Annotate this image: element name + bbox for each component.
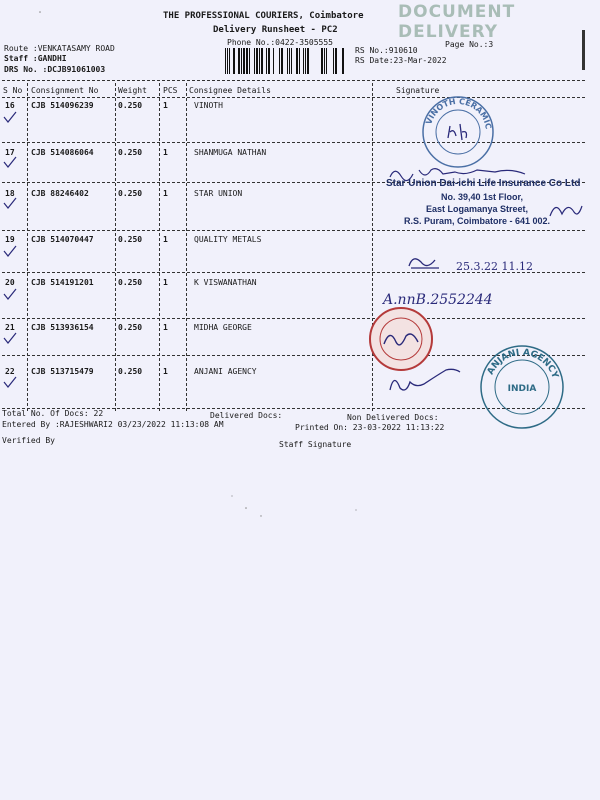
row-sno: 16 <box>5 101 15 110</box>
row-weight: 0.250 <box>118 278 143 287</box>
row-sno: 19 <box>5 235 15 244</box>
total-docs: Total No. Of Docs: 22 <box>2 409 104 418</box>
row-consignment: CJB 88246402 <box>31 189 89 198</box>
route: Route :VENKATASAMY ROAD <box>4 44 115 53</box>
signature-row20-text: A.nnB.2552244 <box>383 292 493 308</box>
star-union-line2: No. 39,40 1st Floor, <box>441 192 524 202</box>
row-consignment: CJB 513936154 <box>31 323 94 332</box>
runsheet-title: Delivery Runsheet - PC2 <box>213 25 338 35</box>
verified-by: Verified By <box>2 436 55 445</box>
entered-by: Entered By :RAJESHWARI2 03/23/2022 11:13:08 AM <box>2 420 224 429</box>
row-consignment: CJB 514086064 <box>31 148 94 157</box>
star-union-line1: Star Union Dai-ichi Life Insurance Co Ltd <box>386 178 581 189</box>
rs-number: RS No.:910610 <box>355 46 418 55</box>
row-consignee: K VISWANATHAN <box>194 278 257 287</box>
col-consignment: Consignment No <box>31 86 99 95</box>
row-weight: 0.250 <box>118 189 143 198</box>
col-weight: Weight <box>118 86 147 95</box>
row-consignee: ANJANI AGENCY <box>194 367 257 376</box>
row-consignee: QUALITY METALS <box>194 235 262 244</box>
col-sno: S No <box>3 86 23 95</box>
row-consignment: CJB 514191201 <box>31 278 94 287</box>
row-consignee: MIDHA GEORGE <box>194 323 252 332</box>
row-sno: 21 <box>5 323 15 332</box>
svg-text:INDIA: INDIA <box>507 384 537 394</box>
company-title: THE PROFESSIONAL COURIERS, Coimbatore <box>163 11 364 21</box>
staff: Staff :GANDHI <box>4 54 67 63</box>
row-consignment: CJB 514070447 <box>31 235 94 244</box>
row-weight: 0.250 <box>118 323 143 332</box>
row-pcs: 1 <box>163 148 168 157</box>
row-pcs: 1 <box>163 367 168 376</box>
row-consignment: CJB 513715479 <box>31 367 94 376</box>
row-pcs: 1 <box>163 278 168 287</box>
row-weight: 0.250 <box>118 367 143 376</box>
row-sno: 20 <box>5 278 15 287</box>
row-pcs: 1 <box>163 101 168 110</box>
rs-date: RS Date:23-Mar-2022 <box>355 56 447 65</box>
row-sno: 17 <box>5 148 15 157</box>
row-weight: 0.250 <box>118 148 143 157</box>
row-sno: 22 <box>5 367 15 376</box>
col-pcs: PCS <box>163 86 178 95</box>
printed-on: Printed On: 23-03-2022 11:13:22 <box>295 423 445 432</box>
row-consignee: VINOTH <box>194 101 223 110</box>
col-consignee: Consignee Details <box>189 86 271 95</box>
non-delivered-docs: Non Delivered Docs: <box>347 413 439 422</box>
document-delivery-stamp: DOCUMENT DELIVERY <box>398 2 516 42</box>
row-consignee: SHANMUGA NATHAN <box>194 148 267 157</box>
svg-text:ANJANI AGENCY: ANJANI AGENCY <box>485 347 560 380</box>
phone-number: Phone No.:0422-3505555 <box>227 38 333 47</box>
col-signature: Signature <box>396 86 440 95</box>
page-number: Page No.:3 <box>445 40 494 49</box>
row-weight: 0.250 <box>118 101 143 110</box>
svg-text:VINOTH CERAMICS: VINOTH CERAMIC <box>424 96 493 130</box>
star-union-line4: R.S. Puram, Coimbatore - 641 002. <box>404 216 551 226</box>
star-union-line3: East Logamanya Street, <box>426 204 529 214</box>
row-pcs: 1 <box>163 323 168 332</box>
staff-signature: Staff Signature <box>279 440 352 449</box>
row-pcs: 1 <box>163 189 168 198</box>
drs-number: DRS No. :DCJB91061003 <box>4 65 106 74</box>
row-sno: 18 <box>5 189 15 198</box>
row-consignment: CJB 514096239 <box>31 101 94 110</box>
row-pcs: 1 <box>163 235 168 244</box>
signature-row19-text: 25.3.22 11.12 <box>456 260 533 273</box>
delivered-docs: Delivered Docs: <box>210 411 283 420</box>
row-weight: 0.250 <box>118 235 143 244</box>
row-consignee: STAR UNION <box>194 189 243 198</box>
